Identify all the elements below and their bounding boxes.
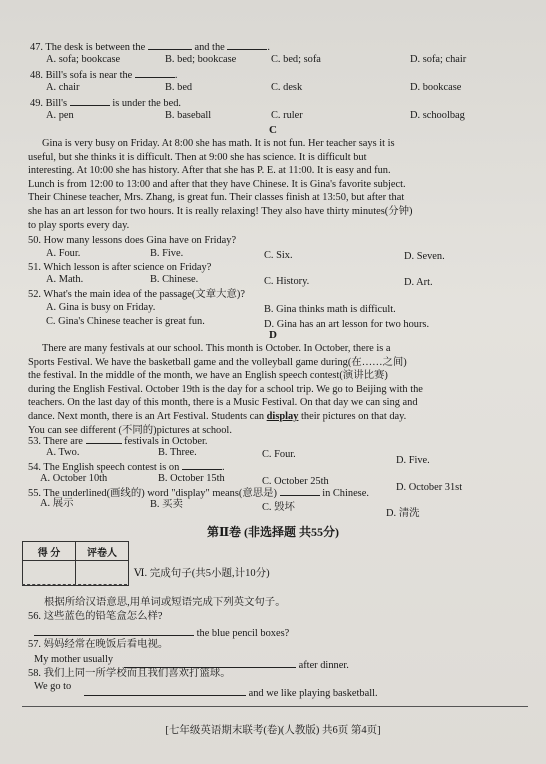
question-55 [28, 486, 369, 500]
q52-option-d: D. Gina has an art lesson for two hours. [264, 319, 430, 330]
question-58-en-tail [84, 686, 378, 700]
underlined-word-display: display [266, 410, 299, 422]
q49-option-b: B. baseball [165, 110, 212, 121]
q53-option-d: D. Five. [396, 455, 430, 466]
q53-option-a: A. Two. [46, 447, 80, 458]
question-48 [30, 68, 178, 82]
answer-blank [227, 40, 267, 50]
q55-option-c: C. 毁坏 [262, 502, 295, 513]
q52-option-c: C. Gina's Chinese teacher is great fun. [46, 316, 205, 327]
q48-option-a: A. chair [46, 82, 80, 93]
answer-blank [182, 460, 222, 470]
q48-option-b: B. bed [165, 82, 193, 93]
question-52: 52. What's the main idea of the passage(文章大意)? [28, 289, 245, 300]
q51-option-a: A. Math. [46, 274, 84, 285]
section-d-heading: D [269, 329, 277, 341]
q55-stem-b: in Chinese. [322, 488, 369, 499]
passage-c-line: she has an art lesson for two hours. It is really relaxing! They also have thirty minutes(分钟) [28, 205, 413, 217]
answer-blank [86, 434, 122, 444]
q51-option-d: D. Art. [404, 277, 433, 288]
answer-blank[interactable] [84, 686, 246, 696]
q53-option-b: B. Three. [158, 447, 197, 458]
q55-option-d: D. 清洗 [386, 508, 420, 519]
part2-heading: 第Ⅱ卷 (非选择题 共55分) [206, 525, 340, 539]
q57-en-a: My mother usually [34, 654, 114, 665]
passage-c-line: Gina is very busy on Friday. At 8:00 she has math. It is not fun. Her teacher says it is [42, 138, 395, 149]
q50-option-b: B. Five. [150, 248, 184, 259]
q54-stem-a: 54. The English speech contest is on [28, 462, 180, 473]
q49-option-a: A. pen [46, 110, 74, 121]
q47-option-c: C. bed; sofa [271, 54, 321, 65]
question-51: 51. Which lesson is after science on Friday? [28, 262, 212, 273]
grader-label: 评卷人 [76, 542, 129, 561]
q56-en-b: the blue pencil boxes? [196, 628, 290, 639]
question-53 [28, 434, 208, 448]
q48-stem-a: 48. Bill's sofa is near the [30, 70, 133, 81]
passage-c-line: useful, but she thinks it is difficult. Then at 9:00 she has science. It is difficult but [28, 151, 367, 163]
question-50: 50. How many lessons does Gina have on Friday? [28, 235, 237, 246]
answer-blank[interactable] [34, 626, 194, 636]
q47-stem-a: 47. The desk is between the [30, 42, 146, 53]
passage-d [28, 342, 528, 437]
passage-c-line: interesting. At 10:00 she has history. After that she has P. E. at 11:00. It is easy and fun. [28, 165, 391, 177]
q47-option-d: D. sofa; chair [410, 54, 467, 65]
question-54 [28, 460, 225, 474]
section-6-title: Ⅵ. 完成句子(共5小题,计10分) [134, 568, 270, 579]
passage-d-text: their pictures on that day. [301, 410, 407, 422]
q50-option-c: C. Six. [264, 250, 293, 261]
question-57-en [34, 654, 113, 666]
q49-option-d: D. schoolbag [410, 110, 465, 121]
question-58-cn: 58. 我们上同一所学校而且我们喜欢打篮球。 [28, 668, 231, 679]
answer-blank [70, 96, 110, 106]
grader-cell [76, 561, 129, 586]
passage-c-line: Lunch is from 12:00 to 13:00 and after that they have Chinese. It is Gina's favorite subject. [28, 178, 406, 190]
q54-option-d: D. October 31st [396, 482, 463, 493]
question-57-cn: 57. 妈妈经常在晚饭后看电视。 [28, 639, 169, 650]
section-c-heading: C [269, 124, 277, 136]
dashed-divider [22, 584, 127, 585]
answer-blank[interactable] [124, 658, 296, 668]
q58-en-a: We go to [34, 681, 72, 692]
q54-option-a: A. October 10th [40, 473, 108, 484]
q47-stem-b: and the [194, 42, 225, 53]
passage-d-line: There are many festivals at our school. This month is October. In October, there is a [42, 343, 391, 354]
q49-stem-b: is under the bed. [112, 98, 181, 109]
q53-stem-a: 53. There are [28, 436, 83, 447]
q55-option-b: B. 买卖 [150, 499, 183, 510]
q54-option-b: B. October 15th [158, 473, 225, 484]
question-56-en [34, 626, 289, 640]
question-58-en [34, 681, 71, 693]
answer-blank [148, 40, 192, 50]
q47-stem-c: . [267, 42, 270, 53]
q57-en-b: after dinner. [298, 660, 349, 671]
q54-option-c: C. October 25th [262, 476, 329, 487]
question-56-cn: 56. 这些蓝色的铅笔盒怎么样? [28, 611, 163, 622]
passage-d-line: Sports Festival. We have the basketball game and the volleyball game during(在……之间) [28, 356, 407, 368]
q51-option-c: C. History. [264, 276, 310, 287]
q49-option-c: C. ruler [271, 110, 303, 121]
footer-divider [22, 706, 528, 707]
q47-option-b: B. bed; bookcase [165, 54, 237, 65]
q53-stem-b: festivals in October. [124, 436, 208, 447]
q48-stem-b: . [174, 70, 178, 81]
score-label: 得 分 [23, 542, 76, 561]
q52-option-b: B. Gina thinks math is difficult. [264, 304, 396, 315]
instruction: 根据所给汉语意思,用单词或短语完成下列英文句子。 [44, 597, 286, 608]
passage-d-line: during the English Festival. October 19th is the day for a school trip. We go to Beijing with the [28, 383, 423, 395]
passage-d-line: You can see different (不同的)pictures at school. [28, 424, 232, 436]
q47-option-a: A. sofa; bookcase [46, 54, 121, 65]
q58-en-b: and we like playing basketball. [248, 688, 378, 699]
question-47 [30, 40, 270, 54]
q54-stem-b: . [221, 462, 225, 473]
passage-d-text: dance. Next month, there is an Art Festival. Students can [28, 410, 265, 422]
q52-option-a: A. Gina is busy on Friday. [46, 302, 156, 313]
q55-option-a: A. 展示 [40, 498, 74, 509]
page-footer: [七年级英语期末联考(卷)(人教版) 共6页 第4页] [165, 725, 381, 736]
q50-option-a: A. Four. [46, 248, 81, 259]
q50-option-d: D. Seven. [404, 251, 445, 262]
answer-blank [135, 68, 175, 78]
passage-d-line [28, 410, 528, 424]
q48-option-d: D. bookcase [410, 82, 462, 93]
question-49 [30, 96, 181, 110]
q53-option-c: C. Four. [262, 449, 296, 460]
q55-stem-a: 55. The underlined(画线的) word "display" means(意思是) [28, 488, 277, 499]
q49-stem-a: 49. Bill's [30, 98, 68, 109]
passage-c-line: Their Chinese teacher, Mrs. Zhang, is great fun. Their classes finish at 13:50, but after that [28, 192, 405, 204]
passage-c [28, 137, 518, 232]
q48-option-c: C. desk [271, 82, 303, 93]
answer-blank [280, 486, 320, 496]
passage-c-line: to play sports every day. [28, 219, 130, 231]
score-table [22, 541, 129, 586]
score-cell [23, 561, 76, 586]
passage-d-line: teachers. On the last day of this month, there is a Music Festival. On that day we can sing and [28, 397, 418, 409]
q51-option-b: B. Chinese. [150, 274, 199, 285]
passage-d-line: the festival. In the middle of the month, we have an English speech contest(演讲比赛) [28, 370, 388, 382]
